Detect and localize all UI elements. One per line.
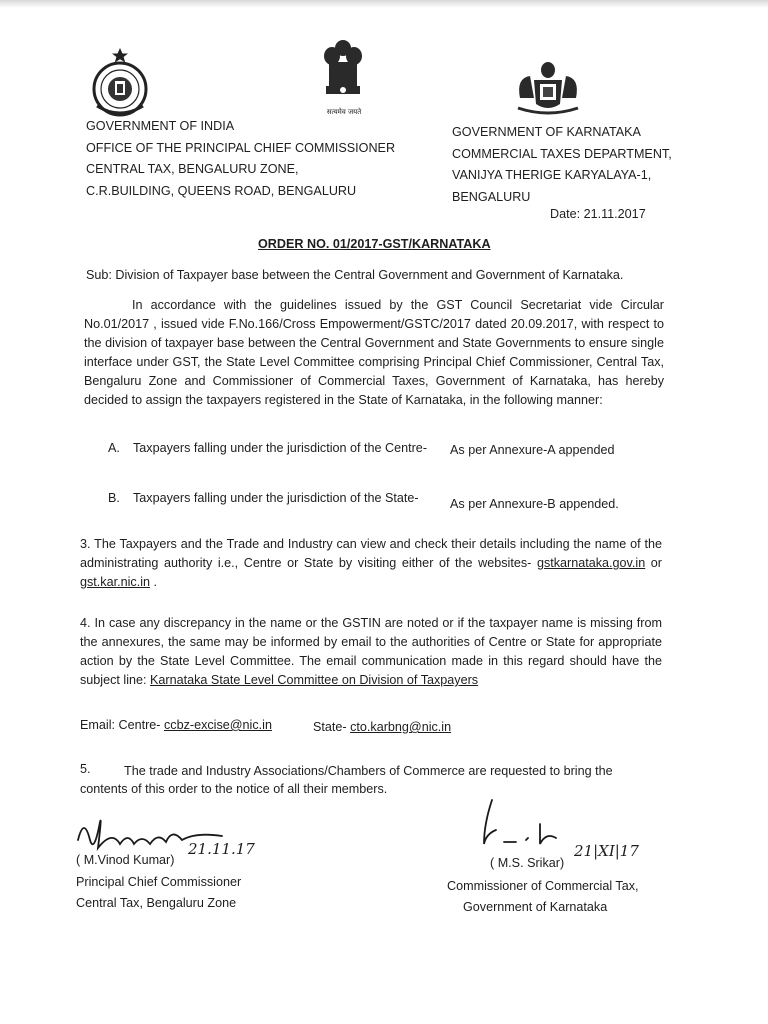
email-subject-line: Karnataka State Level Committee on Division of Taxpayers: [150, 673, 479, 687]
signatory-right-office: Government of Karnataka: [463, 900, 608, 914]
emblem-motto: सत्यमेव जयते: [326, 108, 362, 116]
header-left: [86, 116, 395, 202]
paragraph-3-end: .: [150, 575, 157, 589]
header-right: [452, 122, 672, 208]
paragraph-3: [80, 535, 662, 592]
header-left-line: GOVERNMENT OF INDIA: [86, 119, 235, 133]
item-a-annex: As per Annexure-A appended: [450, 443, 615, 457]
order-title: ORDER NO. 01/2017-GST/KARNATAKA: [258, 237, 491, 251]
email-state: [313, 720, 451, 734]
order-date: Date: 21.11.2017: [550, 207, 646, 221]
signatory-left-name: ( M.Vinod Kumar): [76, 853, 175, 867]
paragraph-1: In accordance with the guidelines issued by the GST Council Secretariat vide Circular No.01/2017 , issued vide F.No.166/Cross Empowerment/GSTC/2017 dated 20.09.2017, with respect to the division of taxpayer base between the Central Government and State Governments to ensure single interface under GST, the State Level Committee comprising Principal Chief Commissioner, Central Tax, Bengaluru Zone and Commissioner of Commercial Taxes, Government of Karnataka, has hereby decided to assign the taxpayers registered in the State of Karnataka, in the following manner:: [84, 298, 664, 407]
signature-right-icon: [470, 794, 580, 854]
header-right-line: VANIJYA THERIGE KARYALAYA-1,: [452, 168, 652, 182]
paragraph-3-text: 3. The Taxpayers and the Trade and Industry can view and check their details including the name of the administrating authority i.e., Centre or State by visiting either of the websites-: [80, 537, 662, 570]
karnataka-emblem-icon: [512, 58, 584, 120]
item-b-annex: As per Annexure-B appended.: [450, 497, 619, 511]
email-state-link[interactable]: cto.karbng@nic.in: [350, 720, 452, 734]
signatory-left-title: Principal Chief Commissioner: [76, 875, 242, 889]
item-b-text: Taxpayers falling under the jurisdiction of the State-: [133, 491, 419, 505]
paragraph-4: [80, 614, 662, 690]
subject-line: Sub: Division of Taxpayer base between the Central Government and Government of Karnataka.: [86, 268, 624, 282]
paragraph-5-line1: The trade and Industry Associations/Chambers of Commerce are requested to bring the: [124, 764, 613, 778]
cbic-emblem-icon: [85, 46, 155, 118]
header-left-line: C.R.BUILDING, QUEENS ROAD, BENGALURU: [86, 183, 357, 198]
signatory-right-name: ( M.S. Srikar): [490, 856, 565, 870]
header-left-line: CENTRAL TAX, BENGALURU ZONE,: [86, 162, 299, 176]
signatory-right-title: Commissioner of Commercial Tax,: [447, 879, 639, 893]
item-a-label: A.: [108, 441, 120, 455]
signatory-right-handwritten-date: 21|XI|17: [574, 842, 639, 860]
header-right-line: COMMERCIAL TAXES DEPARTMENT,: [452, 146, 672, 161]
header-right-line: BENGALURU: [452, 189, 531, 204]
email-state-label: State-: [313, 720, 351, 734]
paragraph-5-line2: contents of this order to the notice of all their members.: [80, 782, 388, 796]
item-b-label: B.: [108, 491, 120, 505]
paragraph-4-text: 4. In case any discrepancy in the name or the GSTIN are noted or if the taxpayer name is missing from the annexures, the same may be informed by email to the authorities of Centre or State for appropriate action by the State Level Committee. The email communication made in this regard should have the subject line:: [80, 616, 662, 687]
signatory-left-office: Central Tax, Bengaluru Zone: [76, 896, 237, 910]
header-right-line: GOVERNMENT OF KARNATAKA: [452, 125, 641, 139]
website-link-gst-kar-nic[interactable]: gst.kar.nic.in: [80, 575, 150, 589]
header-left-line: OFFICE OF THE PRINCIPAL CHIEF COMMISSIONER: [86, 140, 396, 155]
item-a-text: Taxpayers falling under the jurisdiction of the Centre-: [133, 441, 428, 455]
email-centre-link[interactable]: ccbz-excise@nic.in: [163, 718, 272, 732]
email-line: [80, 718, 272, 732]
website-link-gstkarnataka[interactable]: gstkarnataka.gov.in: [536, 556, 646, 570]
email-centre-label: Email: Centre-: [80, 718, 164, 732]
paragraph-3-or: or: [645, 556, 663, 570]
paragraph-5-number: 5.: [80, 762, 91, 776]
scan-edge: [0, 0, 768, 8]
signatory-left-handwritten-date: 21.11.17: [188, 840, 255, 858]
national-emblem-icon: [316, 36, 370, 106]
